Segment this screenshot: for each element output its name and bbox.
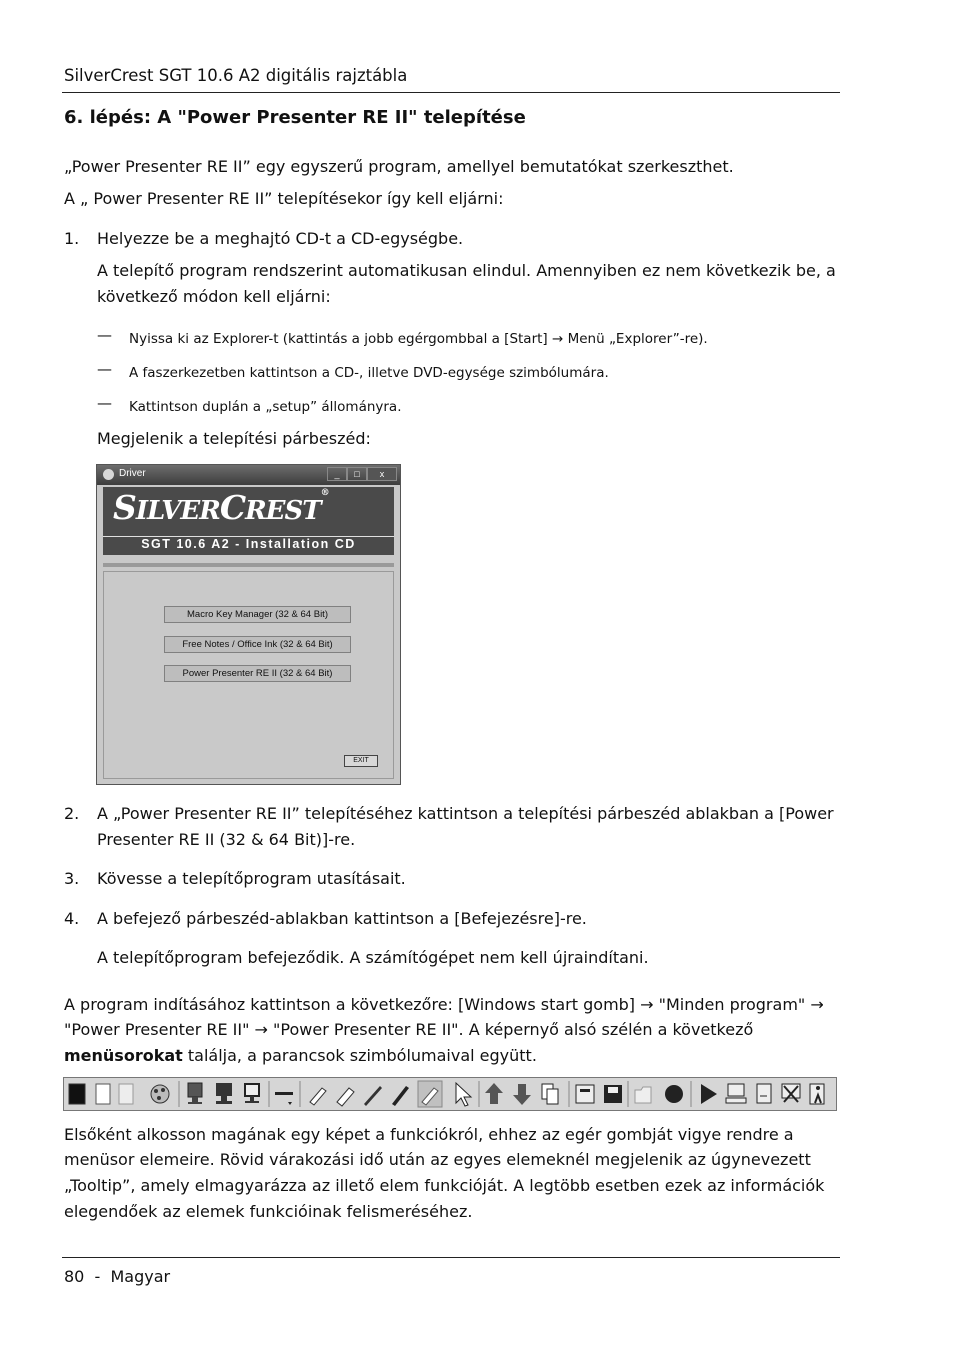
computer-icon [726,1084,746,1103]
copy-pages-icon [542,1084,558,1104]
dash-bullet: — [97,326,112,344]
document-icon [757,1084,771,1103]
header-rule [62,92,840,93]
exit-figure-icon [810,1084,824,1104]
brush-icon [392,1086,409,1106]
dash-bullet: — [97,360,112,378]
brand-banner [103,487,394,555]
step-3-number: 3. [64,869,80,888]
intro-line-1: „Power Presenter RE II” egy egyszerű program, amellyel bemutatókat szerkeszthet. [64,157,734,176]
step-2-line-2: Presenter RE II (32 & 64 Bit)]-re. [97,830,356,849]
play-icon [701,1084,717,1104]
record-icon [665,1085,683,1103]
monitor-icon [188,1083,202,1104]
banner-subtitle: SGT 10.6 A2 - Installation CD [141,537,356,551]
gray-square-icon [119,1084,133,1104]
dialog-intro: Megjelenik a telepítési párbeszéd: [97,429,371,448]
step-4-number: 4. [64,909,80,928]
screen-capture-icon [782,1084,800,1102]
toolbar-icons [64,1078,836,1110]
close-button[interactable]: x [367,467,397,481]
arrow-down-icon [513,1084,531,1105]
app-icon [103,469,114,480]
palette-icon [151,1085,169,1103]
step-1-sub-1: A telepítő program rendszerint automatikusan elindul. Amennyiben ez nem következik be, a [97,261,836,280]
dash-bullet: — [97,394,112,412]
intro-line-2: A „ Power Presenter RE II” telepítésekor így kell eljárni: [64,189,504,208]
open-folder-icon [635,1087,651,1103]
monitor-dark-icon [216,1083,232,1104]
dialog-title: Driver [119,468,146,479]
dash-item-3: Kattintson duplán a „setup” állományra. [129,399,402,415]
free-notes-button[interactable]: Free Notes / Office Ink (32 & 64 Bit) [164,636,351,653]
step-3-text: Kövesse a telepítőprogram utasításait. [97,869,406,888]
silvercrest-logo: SILVERCREST® [113,488,329,527]
banner-separator [103,563,394,567]
pen-icon [364,1086,382,1106]
dialog-titlebar [97,465,400,485]
dash-item-1: Nyissa ki az Explorer-t (kattintás a jobb egérgombbal a [Start] → Menü „Explorer”-re). [129,331,708,347]
bold-term: menüsorokat [64,1046,183,1065]
step-1-number: 1. [64,229,80,248]
exit-button[interactable]: EXIT [344,755,378,767]
step-4-sub: A telepítőprogram befejeződik. A számítógépet nem kell újraindítani. [97,948,649,967]
marker-icon [418,1081,442,1107]
dash-item-2: A faszerkezetben kattintson a CD-, illetve DVD-egysége szimbólumára. [129,365,609,381]
closing-line-1: Elsőként alkosson magának egy képet a funkciókról, ehhez az egér gombját vigye rendre a [64,1125,794,1144]
closing-line-3: „Tooltip”, amely elmagyarázza az illető elem funkcióját. A legtöbb esetben ezek az információk [64,1176,825,1195]
white-square-icon [96,1084,110,1104]
maximize-button[interactable]: □ [347,467,367,481]
monitor-small-icon [245,1084,259,1103]
eraser-icon [337,1088,354,1106]
step-1-text: Helyezze be a meghajtó CD-t a CD-egységbe. [97,229,464,248]
highlighter-icon [310,1088,326,1105]
step-1-sub-2: következő módon kell eljárni: [97,287,331,306]
step-2-line-1: A „Power Presenter RE II” telepítéséhez kattintson a telepítési párbeszéd ablakban a [Power [97,804,834,823]
program-start-line-2: "Power Presenter RE II" → "Power Presenter RE II". A képernyő alsó szélén a következő [64,1020,754,1039]
cursor-icon [456,1083,471,1106]
step-2-number: 2. [64,804,80,823]
closing-line-4: elegendőek az elemek funkcióinak felismeréséhez. [64,1202,473,1221]
presenter-toolbar [63,1077,837,1111]
program-start-line-1: A program indításához kattintson a következőre: [Windows start gomb] → "Minden program" → [64,995,824,1014]
program-start-line-3: menüsorokat találja, a parancsok szimbólumaival együtt. [64,1046,537,1065]
page-footer: 80 - Magyar [64,1267,171,1286]
running-header: SilverCrest SGT 10.6 A2 digitális rajztábla [64,66,408,85]
install-dialog [96,464,401,785]
macro-key-manager-button[interactable]: Macro Key Manager (32 & 64 Bit) [164,606,351,623]
line-width-icon [275,1092,293,1105]
minimize-button[interactable]: _ [327,467,347,481]
dialog-body [103,571,394,779]
closing-line-2: menüsor elemeire. Rövid várakozási idő után az egyes elemeknél megjelenik az úgynevezett [64,1150,811,1169]
section-title: 6. lépés: A "Power Presenter RE II" telepítése [64,107,526,128]
step-4-text: A befejező párbeszéd-ablakban kattintson a [Befejezésre]-re. [97,909,587,928]
arrow-up-icon [485,1083,503,1104]
footer-rule [62,1257,840,1258]
black-square-icon [69,1084,85,1104]
open-file-icon [576,1085,594,1103]
save-icon [604,1085,622,1103]
power-presenter-button[interactable]: Power Presenter RE II (32 & 64 Bit) [164,665,351,682]
